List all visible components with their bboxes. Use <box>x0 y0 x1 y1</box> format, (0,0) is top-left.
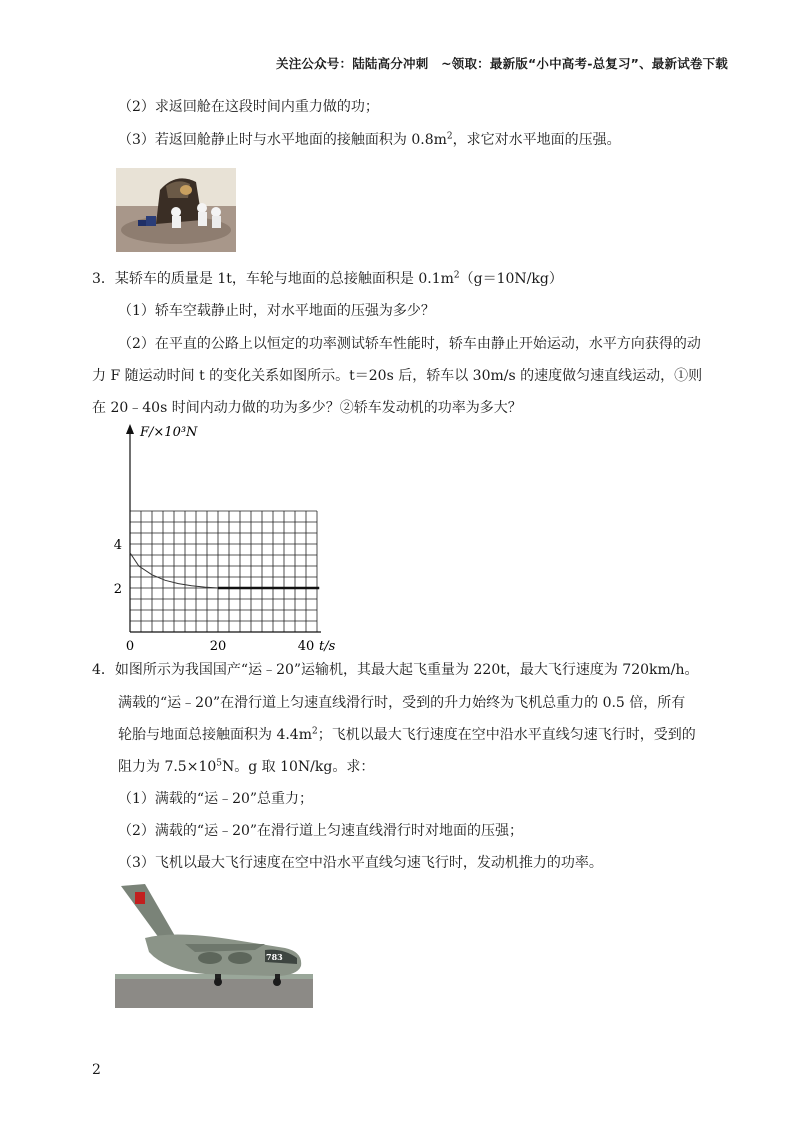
force-curve <box>130 553 319 588</box>
y20-aircraft-photo <box>115 878 313 1008</box>
tail-number: 783 <box>266 952 283 962</box>
x-axis-label: t/s <box>319 639 336 654</box>
q3-sub1: （1）轿车空载静止时，对水平地面的压强为多少？ <box>118 303 435 319</box>
q4-sub3: （3）飞机以最大飞行速度在空中沿水平直线匀速飞行时，发动机推力的功率。 <box>118 855 603 871</box>
q3-stem: 3．某轿车的质量是 1t，车轮与地面的总接触面积是 $0.1m^2(g=10N/kg)$ <box>92 270 563 287</box>
q2-sub3: （3）若返回舱静止时与水平地面的接触面积为 $0.8m^2$，求它对水平地面的压强。 <box>118 131 621 148</box>
y-tick-label: 4 <box>113 538 122 553</box>
q2-sub2: （2）求返回舱在这段时间内重力做的功； <box>118 99 379 115</box>
header-note: 关注公众号：陆陆高分冲刺 ~领取：最新版“小中高考-总复习”、最新试卷下载 <box>276 56 728 71</box>
return-capsule-photo <box>116 168 236 252</box>
x-tick-label: 40 <box>297 639 315 654</box>
q3-sub2-line1: （2）在平直的公路上以恒定的功率测试轿车性能时，轿车由静止开始运动，水平方向获得的动 <box>118 336 701 352</box>
force-time-chart <box>100 420 340 654</box>
x-tick-label: 20 <box>209 639 227 654</box>
q4-line4: 阻力为 $7.5\times 10^5N$。g 取 10N/kg。求： <box>118 758 375 775</box>
page-number: 2 <box>92 1062 101 1078</box>
q3-sub2-line3: 在 20﹣40s 时间内动力做的功为多少？②轿车发动机的功率为多大？ <box>92 400 522 416</box>
q4-line1: 4．如图所示为我国国产“运﹣20”运输机，其最大起飞重量为 220t，最大飞行速度为 720km/h。 <box>92 662 699 678</box>
q4-line2: 满载的“运﹣20”在滑行道上匀速直线滑行时，受到的升力始终为飞机总重力的 0.5 倍，所有 <box>118 695 686 711</box>
q4-line3: 轮胎与地面总接触面积为 $4.4m^2$；飞机以最大飞行速度在空中沿水平直线匀速飞行时，受到的 <box>118 726 696 743</box>
q4-sub1: （1）满载的“运﹣20”总重力； <box>118 791 314 807</box>
y-axis-arrow <box>126 424 134 434</box>
q3-sub2-line2: 力 F 随运动时间 t 的变化关系如图所示。t＝20s 后，轿车以 30m/s 的速度做匀速直线运动，①则 <box>92 368 703 384</box>
y-axis-label: F/×10³N <box>140 425 198 440</box>
q4-sub2: （2）满载的“运﹣20”在滑行道上匀速直线滑行时对地面的压强； <box>118 823 524 839</box>
x-tick-label: 0 <box>125 639 135 654</box>
y-tick-label: 2 <box>113 582 122 597</box>
